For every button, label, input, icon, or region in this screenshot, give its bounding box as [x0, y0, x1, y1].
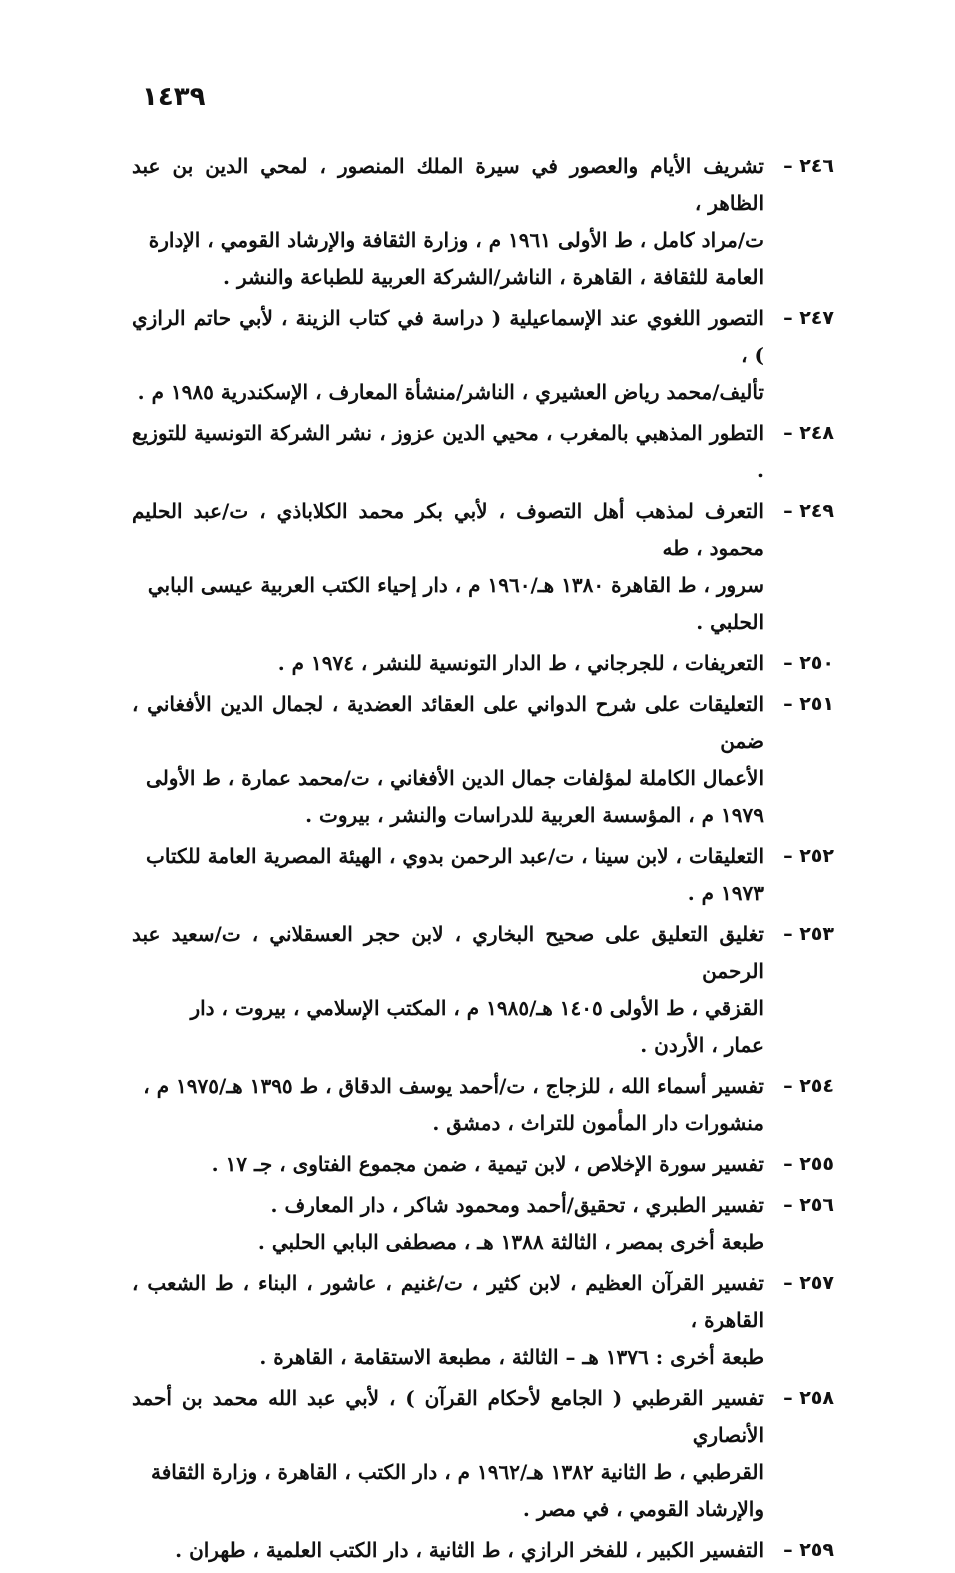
bibliography-entry — [132, 838, 834, 912]
entry-text — [132, 1146, 764, 1183]
entry-number: ٢٤٨ – — [783, 422, 834, 444]
entry-line: ت/مراد كامل ، ط الأولى ١٩٦١ م ، وزارة الثقافة والإرشاد القومي ، الإدارة — [148, 228, 764, 252]
entry-number: ٢٥٧ – — [783, 1272, 834, 1294]
entry-line: التطور المذهبي بالمغرب ، محيي الدين عزوز ، نشر الشركة التونسية للتوزيع . — [132, 421, 764, 482]
entry-text — [132, 148, 764, 296]
entry-line: سرور ، ط القاهرة ١٣٨٠ هـ/١٩٦٠ م ، دار إحياء الكتب العربية عيسى البابي — [147, 573, 764, 597]
entry-line: تأليف/محمد رياض العشيري ، الناشر/منشأة المعارف ، الإسكندرية ١٩٨٥ م . — [137, 380, 764, 404]
bibliography-entry — [132, 1068, 834, 1142]
bibliography-entry — [132, 686, 834, 834]
entry-text — [132, 1380, 764, 1528]
bibliography-entry — [132, 148, 834, 296]
bibliography-entry — [132, 916, 834, 1064]
entry-number: ٢٥٤ – — [783, 1075, 834, 1097]
entry-text — [132, 1532, 764, 1569]
entry-line: التعليقات ، لابن سينا ، ت/عبد الرحمن بدوي ، الهيئة المصرية العامة للكتاب — [146, 844, 764, 868]
entry-line: تشريف الأيام والعصور في سيرة الملك المنصور ، لمحي الدين بن عبد الظاهر ، — [132, 154, 764, 215]
entry-text — [132, 838, 764, 912]
entry-text — [132, 916, 764, 1064]
entry-text — [132, 300, 764, 411]
entry-number: ٢٥٢ – — [783, 845, 834, 867]
entry-text — [132, 493, 764, 641]
entry-line: التعرف لمذهب أهل التصوف ، لأبي بكر محمد الكلاباذي ، ت/عبد الحليم محمود ، طه — [132, 499, 764, 560]
entry-line: التفسير الكبير ، للفخر الرازي ، ط الثانية ، دار الكتب العلمية ، طهران . — [175, 1538, 764, 1562]
bibliography-entry — [132, 1532, 834, 1569]
entry-line: تفسير أسماء الله ، للزجاج ، ت/أحمد يوسف الدقاق ، ط ١٣٩٥ هـ/١٩٧٥ م ، — [143, 1074, 764, 1098]
entry-number: ٢٤٧ – — [783, 307, 834, 329]
entry-line: تفسير سورة الإخلاص ، لابن تيمية ، ضمن مجموع الفتاوى ، جـ ١٧ . — [211, 1152, 764, 1176]
entry-line: التعريفات ، للجرجاني ، ط الدار التونسية للنشر ، ١٩٧٤ م . — [277, 651, 764, 675]
bibliography-entry — [132, 415, 834, 489]
bibliography-entry — [132, 493, 834, 641]
entry-line: عمار ، الأردن . — [640, 1033, 764, 1057]
entry-number: ٢٥١ – — [783, 693, 834, 715]
entry-number: ٢٥٣ – — [783, 923, 834, 945]
entry-line: القرطبي ، ط الثانية ١٣٨٢ هـ/١٩٦٢ م ، دار الكتب ، القاهرة ، وزارة الثقافة — [151, 1460, 764, 1484]
entry-line: ١٩٧٩ م ، المؤسسة العربية للدراسات والنشر ، بيروت . — [305, 803, 764, 827]
bibliography-entry — [132, 300, 834, 411]
entry-text — [132, 415, 764, 489]
entry-line: الحلبي . — [696, 610, 764, 634]
entry-text — [132, 1187, 764, 1261]
entry-text — [132, 686, 764, 834]
entry-number: ٢٥٩ – — [783, 1539, 834, 1561]
entry-line: الأعمال الكاملة لمؤلفات جمال الدين الأفغاني ، ت/محمد عمارة ، ط الأولى — [146, 766, 764, 790]
entry-number: ٢٥٨ – — [783, 1387, 834, 1409]
entry-line: التصور اللغوي عند الإسماعيلية ( دراسة في كتاب الزينة ، لأبي حاتم الرازي ) ، — [132, 306, 764, 367]
entry-line: التعليقات على شرح الدواني على العقائد العضدية ، لجمال الدين الأفغاني ، ضمن — [132, 692, 764, 753]
entry-number: ٢٥٥ – — [783, 1153, 834, 1175]
entry-number: ٢٤٩ – — [783, 500, 834, 522]
page-number: ١٤٣٩ — [142, 82, 206, 112]
entry-line: والإرشاد القومي ، في مصر . — [522, 1497, 764, 1521]
entry-text — [132, 1068, 764, 1142]
entry-text — [132, 645, 764, 682]
bibliography-entry — [132, 1146, 834, 1183]
entry-line: القزقي ، ط الأولى ١٤٠٥ هـ/١٩٨٥ م ، المكتب الإسلامي ، بيروت ، دار — [190, 996, 764, 1020]
bibliography-entry — [132, 1187, 834, 1261]
entry-line: العامة للثقافة ، القاهرة ، الناشر/الشركة العربية للطباعة والنشر . — [223, 265, 764, 289]
entry-line: ١٩٧٣ م . — [687, 881, 764, 905]
entry-line: تفسير القرآن العظيم ، لابن كثير ، ت/غنيم ، عاشور ، البناء ، ط الشعب ، القاهرة ، — [132, 1271, 764, 1332]
bibliography-entry — [132, 1265, 834, 1376]
entry-line: تغليق التعليق على صحيح البخاري ، لابن حجر العسقلاني ، ت/سعيد عبد الرحمن — [132, 922, 764, 983]
bibliography-list — [132, 148, 834, 1573]
entry-line: تفسير القرطبي ( الجامع لأحكام القرآن ) ، لأبي عبد الله محمد بن أحمد الأنصاري — [132, 1386, 764, 1447]
bibliography-entry — [132, 645, 834, 682]
entry-number: ٢٥٦ – — [783, 1194, 834, 1216]
entry-line: منشورات دار المأمون للتراث ، دمشق . — [432, 1111, 764, 1135]
entry-line: تفسير الطبري ، تحقيق/أحمد ومحمود شاكر ، دار المعارف . — [270, 1193, 764, 1217]
bibliography-entry — [132, 1380, 834, 1528]
entry-line: طبعة أخرى بمصر ، الثالثة ١٣٨٨ هـ ، مصطفى البابي الحلبي . — [257, 1230, 764, 1254]
entry-number: ٢٥٠ – — [783, 652, 834, 674]
entry-text — [132, 1265, 764, 1376]
entry-line: طبعة أخرى : ١٣٧٦ هـ – الثالثة ، مطبعة الاستقامة ، القاهرة . — [259, 1345, 764, 1369]
entry-number: ٢٤٦ – — [783, 155, 834, 177]
